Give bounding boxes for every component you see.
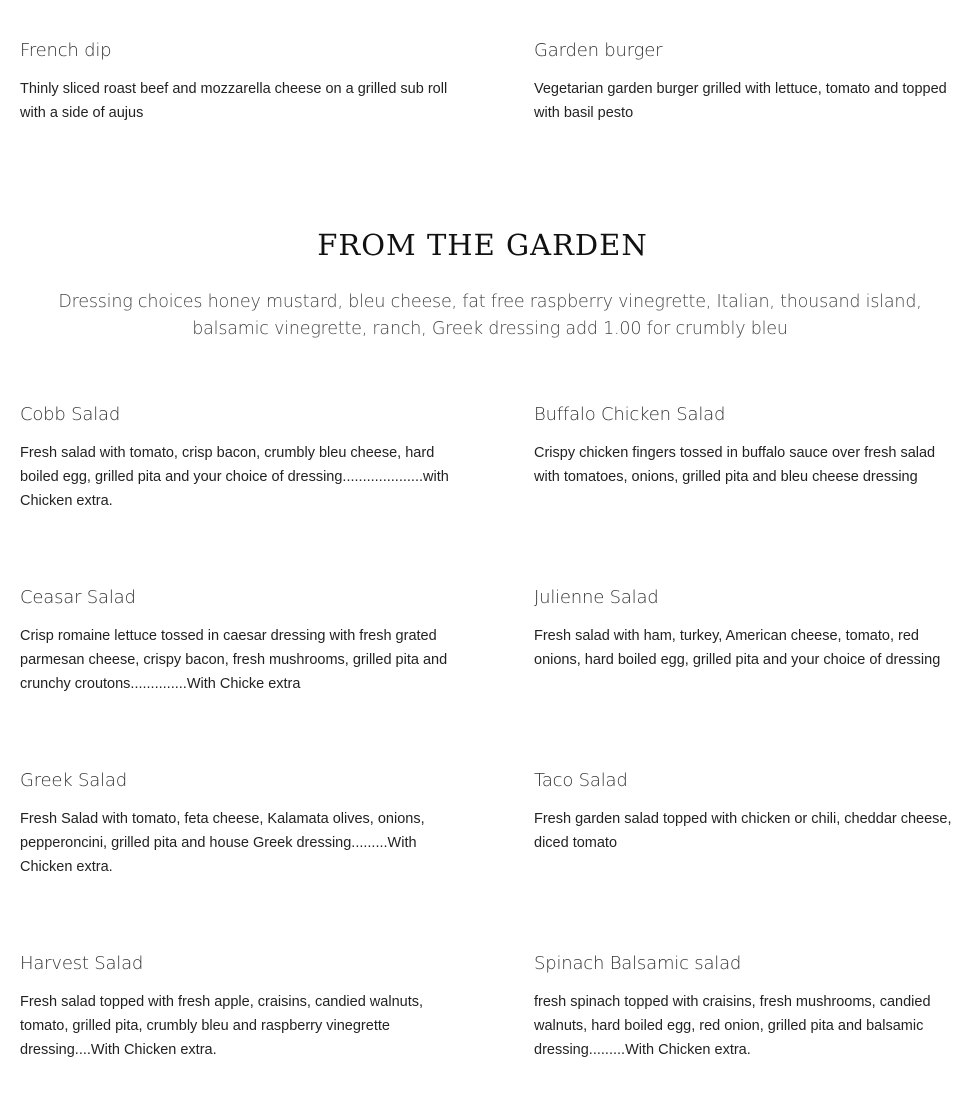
menu-item-harvest-salad: [20, 953, 450, 1062]
menu-item-greek-salad: [20, 770, 450, 879]
item-description: Fresh Salad with tomato, feta cheese, Kalamata olives, onions, pepperoncini, grilled pita and house Greek dressing.........With Chicken extra.: [20, 811, 425, 875]
item-name: Harvest Salad: [20, 953, 144, 974]
item-name: Cobb Salad: [20, 404, 121, 425]
item-name: Spinach Balsamic salad: [534, 953, 742, 974]
item-description: Vegetarian garden burger grilled with lettuce, tomato and topped with basil pesto: [534, 81, 947, 121]
menu-item-garden-burger: [534, 40, 962, 125]
item-description: Fresh salad topped with fresh apple, craisins, candied walnuts, tomato, grilled pita, crumbly bleu and raspberry vinegrette dressing....With Chicken extra.: [20, 994, 423, 1058]
menu-item-julienne-salad: [534, 587, 962, 672]
item-description: Fresh salad with tomato, crisp bacon, crumbly bleu cheese, hard boiled egg, grilled pita and your choice of dressing....................with Chicken extra.: [20, 445, 449, 509]
menu-item-spinach-balsamic-salad: [534, 953, 962, 1062]
menu-item-cobb-salad: [20, 404, 450, 513]
menu-item-ceasar-salad: [20, 587, 450, 696]
section-title: FROM THE GARDEN: [317, 228, 648, 262]
item-description: fresh spinach topped with craisins, fresh mushrooms, candied walnuts, hard boiled egg, red onion, grilled pita and balsamic dressing.........With Chicken extra.: [534, 994, 931, 1058]
item-description: Crispy chicken fingers tossed in buffalo sauce over fresh salad with tomatoes, onions, grilled pita and bleu cheese dressing: [534, 445, 936, 485]
item-name: Ceasar Salad: [20, 587, 136, 608]
section-subtitle: Dressing choices honey mustard, bleu cheese, fat free raspberry vinegrette, Italian, thousand island, balsamic vinegrette, ranch, Greek dressing add 1.00 for crumbly bleu: [58, 292, 922, 339]
item-name: Buffalo Chicken Salad: [534, 404, 726, 425]
item-description: Fresh salad with ham, turkey, American cheese, tomato, red onions, hard boiled egg, grilled pita and your choice of dressing: [534, 628, 941, 668]
menu-item-french-dip: [20, 40, 450, 125]
item-description: Fresh garden salad topped with chicken or chili, cheddar cheese, diced tomato: [534, 811, 952, 851]
item-name: Julienne Salad: [534, 587, 659, 608]
item-description: Thinly sliced roast beef and mozzarella cheese on a grilled sub roll with a side of aujus: [20, 81, 448, 121]
item-name: Taco Salad: [534, 770, 628, 791]
menu-item-buffalo-chicken-salad: [534, 404, 962, 489]
item-name: Greek Salad: [20, 770, 127, 791]
item-name: Garden burger: [534, 40, 663, 61]
item-name: French dip: [20, 40, 112, 61]
item-description: Crisp romaine lettuce tossed in caesar dressing with fresh grated parmesan cheese, crispy bacon, fresh mushrooms, grilled pita and crunchy croutons..............With Chicke extra: [20, 628, 448, 692]
menu-item-taco-salad: [534, 770, 962, 855]
